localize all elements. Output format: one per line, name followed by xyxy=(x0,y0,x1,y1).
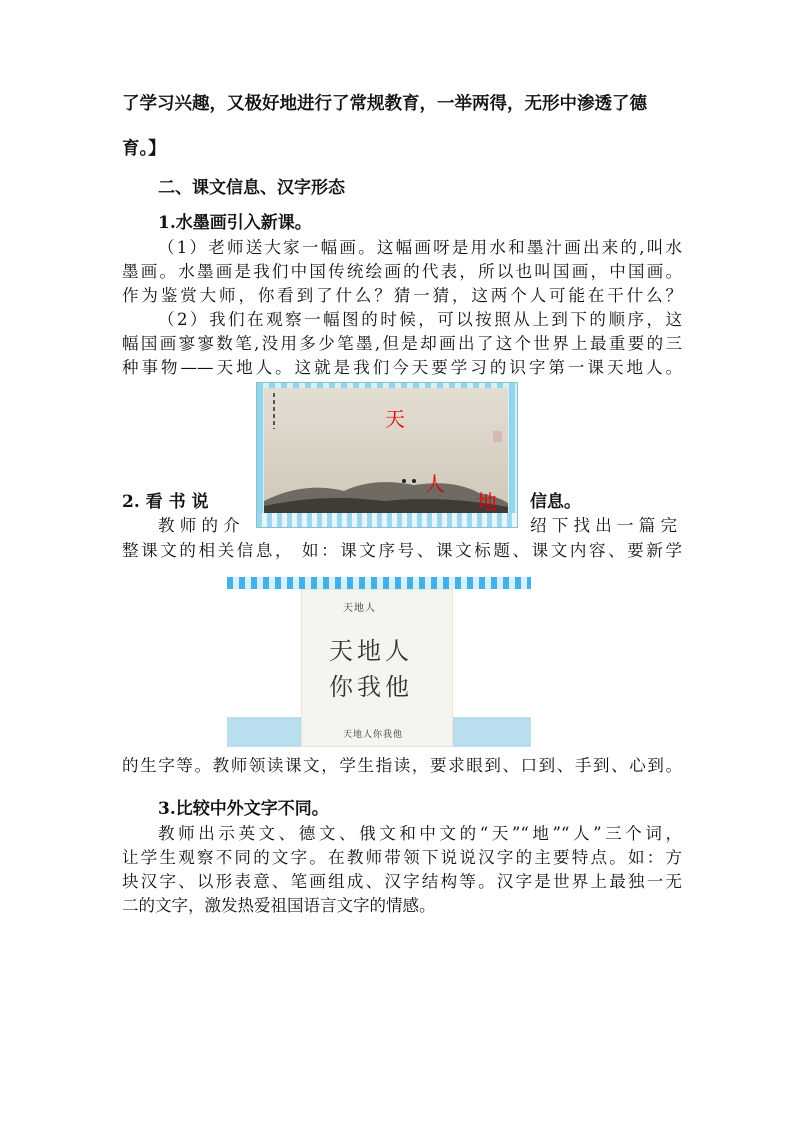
section-heading: 二、课文信息、汉字形态 xyxy=(158,178,345,198)
painting-label-ren: 人 xyxy=(425,472,445,496)
text-line: 作为鉴赏大师，你看到了什么？猜一猜，这两个人可能在干什么？ xyxy=(122,286,682,305)
text-line: 的生字等。教师领读课文，学生指读，要求眼到、口到、手到、心到。 xyxy=(122,756,682,775)
text-line: 幅国画寥寥数笔,没用多少笔墨,但是却画出了这个世界上最重要的三 xyxy=(122,334,682,353)
text-line: 绍 下 找 出 一 篇 完 xyxy=(530,516,677,535)
subsection-heading: 1.水墨画引入新课。 xyxy=(158,213,312,233)
calligraphy-column xyxy=(267,391,281,431)
subsection-heading-tail: 信息。 xyxy=(530,492,581,512)
textbook-line-1: 天地人 xyxy=(329,637,413,665)
ink-painting-image xyxy=(256,382,518,528)
text-line: 墨画。水墨画是我们中国传统绘画的代表，所以也叫国画，中国画。 xyxy=(122,262,682,281)
text-line: 了学习兴趣，又极好地进行了常规教育，一举两得，无形中渗透了德 xyxy=(122,94,647,114)
painting-label-tian: 天 xyxy=(385,407,405,431)
textbook-top-caption: 天地人 xyxy=(343,603,376,614)
text-line: 育。】 xyxy=(122,139,166,159)
text-line: 教师出示英文、德文、俄文和中文的“天”“地”“人”三个词， xyxy=(158,824,682,843)
seal-stamp xyxy=(493,431,502,442)
text-line: （2）我们在观察一幅图的时候，可以按照从上到下的顺序，这 xyxy=(158,310,682,329)
textbook-bottom-caption: 天地人你我他 xyxy=(343,730,404,740)
text-line: 教 师 的 介 xyxy=(158,516,240,535)
mountain-shape xyxy=(264,473,508,513)
text-line: 整课文的相关信息， 如：课文序号、课文标题、课文内容、要新学 xyxy=(122,541,682,560)
text-line: 二的文字，激发热爱祖国语言文字的情感。 xyxy=(122,896,436,915)
text-line: 种事物——天地人。这就是我们今天要学习的识字第一课天地人。 xyxy=(122,358,682,377)
text-line: （1）老师送大家一幅画。这幅画呀是用水和墨汁画出来的,叫水 xyxy=(158,238,682,257)
text-line: 让学生观察不同的文字。在教师带领下说说汉字的主要特点。如：方 xyxy=(122,848,682,867)
painting-label-di: 地 xyxy=(477,490,497,514)
textbook-line-2: 你我他 xyxy=(329,673,413,701)
subsection-heading: 2. 看 书 说 xyxy=(122,492,209,512)
text-line: 块汉字、以形表意、笔画组成、汉字结构等。汉字是世界上最独一无 xyxy=(122,872,682,891)
textbook-page-image xyxy=(227,577,531,747)
subsection-heading: 3.比较中外文字不同。 xyxy=(158,799,329,819)
